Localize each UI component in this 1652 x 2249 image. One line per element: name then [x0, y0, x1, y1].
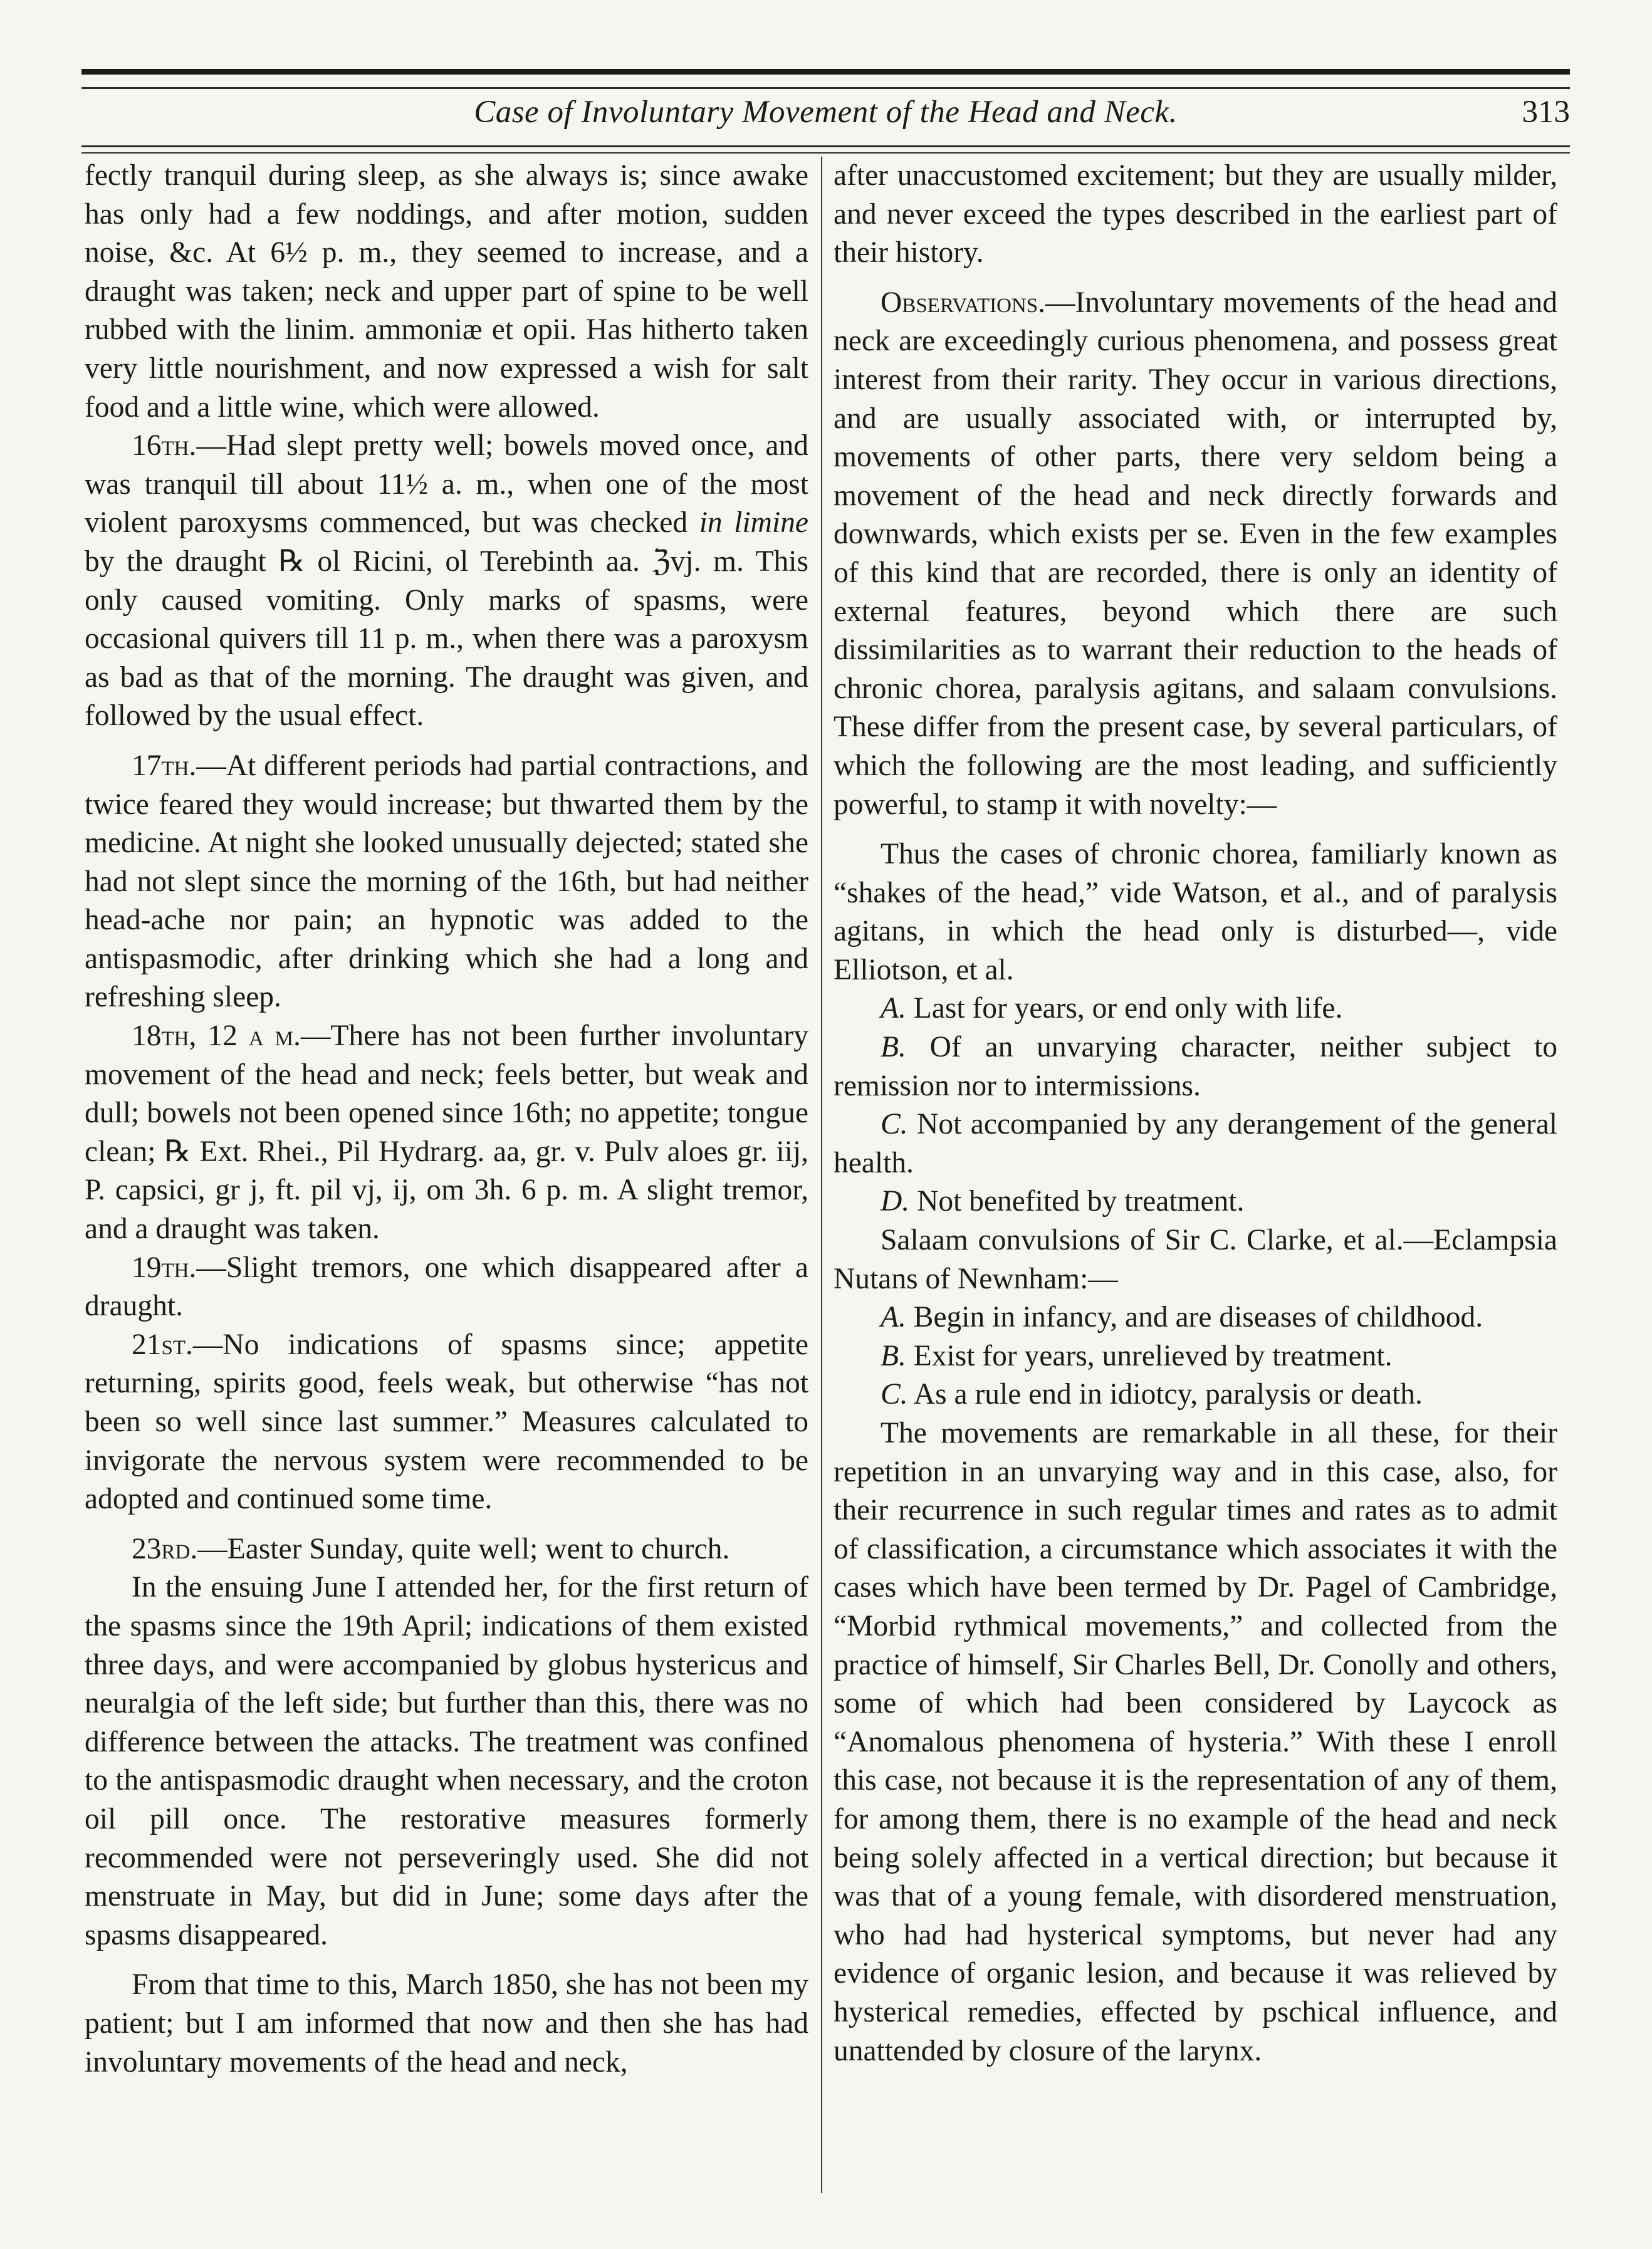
list-text: Exist for years, unrelieved by treatment.: [906, 1339, 1393, 1372]
page-header: [81, 88, 1570, 144]
column-divider: [821, 157, 822, 2193]
paragraph-text: —Had slept pretty well; bowels moved once, and was tranquil till about 11½ a. m., when one of the most violent paroxysms commenced, but was checked: [85, 429, 808, 540]
paragraph: Thus the cases of chronic chorea, familiarly known as “shakes of the head,” vide Watson, et al., and of paralysis agitans, in which the head only is disturbed—, vide Elliotson, et al.: [834, 838, 1557, 986]
entry-date: 17th.: [132, 749, 197, 782]
paragraph: after unaccustomed excitement; but they are usually milder, and never exceed the types described in the earliest part of their history.: [834, 159, 1557, 269]
paragraph-text: —Slight tremors, one which disappeared after a draught.: [85, 1251, 808, 1323]
list-text: Last for years, or end only with life.: [906, 992, 1343, 1025]
list-letter: B.: [881, 1031, 906, 1064]
entry-date: 19th.: [132, 1251, 197, 1284]
left-column: [85, 157, 808, 2082]
list-item: [834, 989, 1557, 1028]
list-letter: B.: [881, 1339, 906, 1372]
entry-date: 18th, 12 a m.: [132, 1020, 301, 1053]
list-item: [834, 1028, 1557, 1105]
running-head: Case of Involuntary Movement of the Head and Neck.: [474, 95, 1178, 130]
list-letter: C.: [881, 1108, 908, 1141]
paragraph: [834, 284, 1557, 824]
paragraph: [85, 1249, 808, 1326]
paragraph: [85, 747, 808, 1017]
list-text: As a rule end in idiotcy, paralysis or death.: [907, 1378, 1423, 1411]
list-text: Not benefited by treatment.: [909, 1185, 1245, 1218]
paragraph: [85, 1017, 808, 1249]
paragraph: fectly tranquil during sleep, as she always is; since awake has only had a few noddings, and after motion, sudden noise, &c. At 6½ p. m., they seemed to increase, and a draught was taken; neck and upper part of spine to be well rubbed with the linim. ammoniæ et opii. Has hitherto taken very little nourishment, and now expressed a wish for salt food and a little wine, which were allowed.: [85, 159, 808, 424]
paragraph: Salaam convulsions of Sir C. Clarke, et al.—Eclampsia Nutans of Newnham:—: [834, 1224, 1557, 1295]
list-letter: D.: [881, 1185, 910, 1218]
italic-phrase: in limine: [699, 506, 808, 540]
list-letter: A.: [881, 1301, 906, 1334]
list-text: Not accompanied by any derangement of the general health.: [834, 1108, 1557, 1179]
list-item: [834, 1105, 1557, 1182]
right-column: [834, 157, 1557, 2070]
entry-date: 16th.: [132, 429, 197, 462]
list-text: Of an unvarying character, neither subject to remission nor to intermissions.: [834, 1031, 1557, 1102]
list-text: Begin in infancy, and are diseases of childhood.: [906, 1301, 1483, 1334]
top-double-rule: [81, 69, 1570, 89]
section-label: Observations.: [881, 286, 1045, 319]
list-item: [834, 1298, 1557, 1337]
page-number: 313: [1522, 95, 1570, 130]
entry-date: 21st.: [132, 1328, 193, 1361]
characteristics-list-1: [834, 989, 1557, 1221]
list-item: [834, 1337, 1557, 1376]
paragraph: [85, 1326, 808, 1519]
header-rule: [81, 145, 1570, 154]
list-item: [834, 1375, 1557, 1414]
list-letter: A.: [881, 992, 906, 1025]
paragraph: The movements are remarkable in all these, for their repetition in an unvarying way and in this case, also, for their recurrence in such regular times and rates as to admit of classification, a circumstance which associates it with the cases which have been termed by Dr. Pagel of Cambridge, “Morbid rythmical movements,” and collected from the practice of himself, Sir Charles Bell, Dr. Conolly and others, some of which had been considered by Laycock as “Anomalous phenomena of hysteria.” With these I enroll this case, not because it is the representation of any of them, for among them, there is no example of the head and neck being solely affected in a vertical direction; but because it was that of a young female, with disordered menstruation, who had had hysterical symptoms, but never had any evidence of organic lesion, and because it was relieved by hysterical remedies, effected by pschical influence, and unattended by closure of the larynx.: [834, 1417, 1557, 2067]
list-letter: C.: [881, 1378, 908, 1411]
paragraph-text: —Involuntary movements of the head and neck are exceedingly curious phenomena, and possess great interest from their rarity. They occur in various directions, and are usually associated with, or interrupted by, movements of other parts, there very seldom being a movement of the head and neck directly forwards and downwards, which exists per se. Even in the few examples of this kind that are recorded, there is only an identity of external features, beyond which there are such dissimilarities as to warrant their reduction to the heads of chronic chorea, paralysis agitans, and salaam convulsions. These differ from the present case, by several particulars, of which the following are the most leading, and sufficiently powerful, to stamp it with novelty:—: [834, 286, 1557, 821]
paragraph: From that time to this, March 1850, she has not been my patient; but I am informed that now and then she has had involuntary movements of the head and neck,: [85, 1968, 808, 2079]
entry-date: 23rd.: [132, 1532, 198, 1565]
paragraph: [85, 1530, 808, 1569]
characteristics-list-2: [834, 1298, 1557, 1414]
paragraph: In the ensuing June I attended her, for the first return of the spasms since the 19th April; indications of them existed three days, and were accompanied by globus hystericus and neuralgia of the left side; but further than this, there was no difference between the attacks. The treatment was confined to the antispasmodic draught when necessary, and the croton oil pill once. The restorative measures formerly recommended were not perseveringly used. She did not menstruate in May, but did in June; some days after the spasms disappeared.: [85, 1571, 808, 1951]
paragraph-text: —No indications of spasms since; appetite returning, spirits good, feels weak, but otherwise “has not been so well since last summer.” Measures calculated to invigorate the nervous system were recommended to be adopted and continued some time.: [85, 1328, 808, 1516]
paragraph: [85, 427, 808, 736]
paragraph-text: —At different periods had partial contractions, and twice feared they would increase; but thwarted them by the medicine. At night she looked unusually dejected; stated she had not slept since the morning of the 16th, but had neither head-ache nor pain; an hypnotic was added to the antispasmodic, after drinking which she had a long and refreshing sleep.: [85, 749, 808, 1014]
paragraph-text: —There has not been further involuntary movement of the head and neck; feels better, but weak and dull; bowels not been opened since 16th; no appetite; tongue clean; ℞ Ext. Rhei., Pil Hydrarg. aa, gr. v. Pulv aloes gr. iij, P. capsici, gr j, ft. pil vj, ij, om 3h. 6 p. m. A slight tremor, and a draught was taken.: [85, 1020, 808, 1246]
paragraph-text: —Easter Sunday, quite well; went to church.: [197, 1532, 730, 1565]
list-item: [834, 1182, 1557, 1221]
paragraph-text: by the draught ℞ ol Ricini, ol Terebinth aa. ℨvj. m. This only caused vomiting. Only marks of spasms, were occasional quivers till 11 p. m., when there was a paroxysm as bad as that of the morning. The draught was given, and followed by the usual effect.: [85, 545, 808, 733]
